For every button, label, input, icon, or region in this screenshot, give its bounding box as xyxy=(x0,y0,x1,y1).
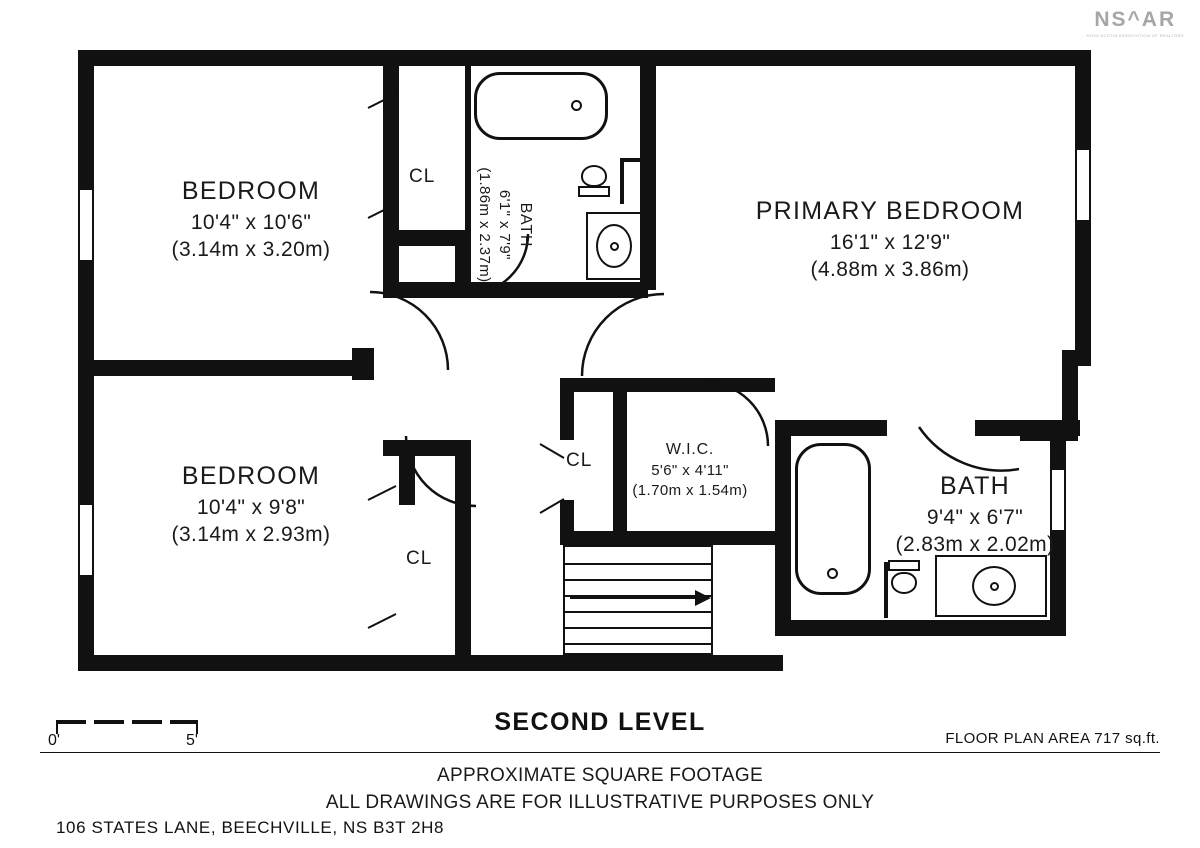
toilet-small-bath xyxy=(578,165,610,199)
closet-door-mark-5 xyxy=(540,440,566,462)
closet-door-mark-6 xyxy=(540,495,566,517)
association-logo xyxy=(1087,8,1185,38)
closet-door-mark-4 xyxy=(368,612,398,634)
exterior-wall-bottom xyxy=(78,655,783,671)
exterior-wall-left xyxy=(78,50,94,671)
room-dimension-metric: (2.83m x 2.02m) xyxy=(895,532,1055,556)
disclaimer-line-2: ALL DRAWINGS ARE FOR ILLUSTRATIVE PURPOSES ONLY xyxy=(325,792,875,813)
door-primary-bedroom xyxy=(560,290,670,380)
logo-mark: NS^AR xyxy=(1094,8,1177,31)
room-name: BATH xyxy=(516,202,534,248)
scale-start-label: 0' xyxy=(48,732,60,749)
room-label-bath-small xyxy=(475,135,535,315)
closet-label-3: CL xyxy=(566,450,593,471)
room-dimension-imperial: 9'4" x 6'7" xyxy=(926,506,1024,529)
room-dimension-metric: (1.86m x 2.37m) xyxy=(476,167,494,283)
room-dimension-imperial: 6'1" x 7'9" xyxy=(495,189,513,260)
floor-plan-area: FLOOR PLAN AREA 717 sq.ft. xyxy=(945,730,1160,747)
scale-bar xyxy=(48,712,198,752)
interior-wall-bath-left xyxy=(775,420,791,636)
door-bedroom-1 xyxy=(362,290,472,380)
toilet-small-partition-side xyxy=(620,158,624,204)
toilet-main-partition xyxy=(884,562,888,618)
closet-label-2: CL xyxy=(406,548,433,569)
room-dimension-imperial: 10'4" x 9'8" xyxy=(196,496,306,519)
scale-end-label: 5' xyxy=(186,732,198,749)
closet-door-mark-1 xyxy=(368,92,398,114)
closet-label-1: CL xyxy=(409,166,436,187)
logo-subtext: NOVA SCOTIA ASSOCIATION OF REALTORS xyxy=(1086,33,1184,38)
window-left-upper xyxy=(78,190,94,260)
stair-direction-line xyxy=(570,597,695,599)
toilet-main-bath xyxy=(888,560,920,594)
room-dimension-imperial: 16'1" x 12'9" xyxy=(829,231,951,254)
bathtub-main-drain xyxy=(827,568,838,579)
room-name: PRIMARY BEDROOM xyxy=(755,197,1025,225)
room-dimension-imperial: 5'6" x 4'11" xyxy=(651,462,729,480)
interior-wall-bath-top xyxy=(775,420,887,436)
staircase xyxy=(563,545,713,655)
room-name: BEDROOM xyxy=(181,177,321,205)
divider-line xyxy=(40,752,1160,753)
room-dimension-metric: (3.14m x 2.93m) xyxy=(171,522,331,546)
exterior-wall-top xyxy=(78,50,1091,66)
room-dimension-metric: (1.70m x 1.54m) xyxy=(632,481,748,499)
interior-wall-wic-bottom xyxy=(560,531,775,545)
room-dimension-metric: (4.88m x 3.86m) xyxy=(810,257,970,281)
room-name: W.I.C. xyxy=(665,441,715,458)
property-address: 106 STATES LANE, BEECHVILLE, NS B3T 2H8 xyxy=(56,818,445,837)
interior-wall-between-bedrooms xyxy=(94,360,364,376)
room-name: BATH xyxy=(939,472,1011,500)
room-label-primary-bedroom xyxy=(700,195,1080,284)
interior-wall-bed1-right xyxy=(383,50,399,290)
room-name: BEDROOM xyxy=(181,462,321,490)
bathtub-small xyxy=(474,72,608,140)
room-label-bath-main xyxy=(865,470,1085,559)
window-left-lower xyxy=(78,505,94,575)
room-label-bedroom-2 xyxy=(120,460,382,549)
sink-main-bath xyxy=(972,566,1016,606)
exterior-wall-bottom-right xyxy=(783,620,1066,636)
room-dimension-metric: (3.14m x 3.20m) xyxy=(171,237,331,261)
door-bedroom-2 xyxy=(390,430,480,510)
plan-title: SECOND LEVEL xyxy=(494,708,706,736)
room-dimension-imperial: 10'4" x 10'6" xyxy=(190,211,312,234)
room-label-bedroom-1 xyxy=(120,175,382,264)
bathtub-small-drain xyxy=(571,100,582,111)
room-label-wic xyxy=(605,440,775,500)
door-wic xyxy=(700,378,790,448)
interior-wall-primary-left xyxy=(640,50,656,290)
sink-small-bath xyxy=(596,224,632,268)
disclaimer-line-1: APPROXIMATE SQUARE FOOTAGE xyxy=(437,765,763,786)
stair-direction-arrow xyxy=(695,590,711,606)
interior-wall-wic-left xyxy=(560,378,574,440)
